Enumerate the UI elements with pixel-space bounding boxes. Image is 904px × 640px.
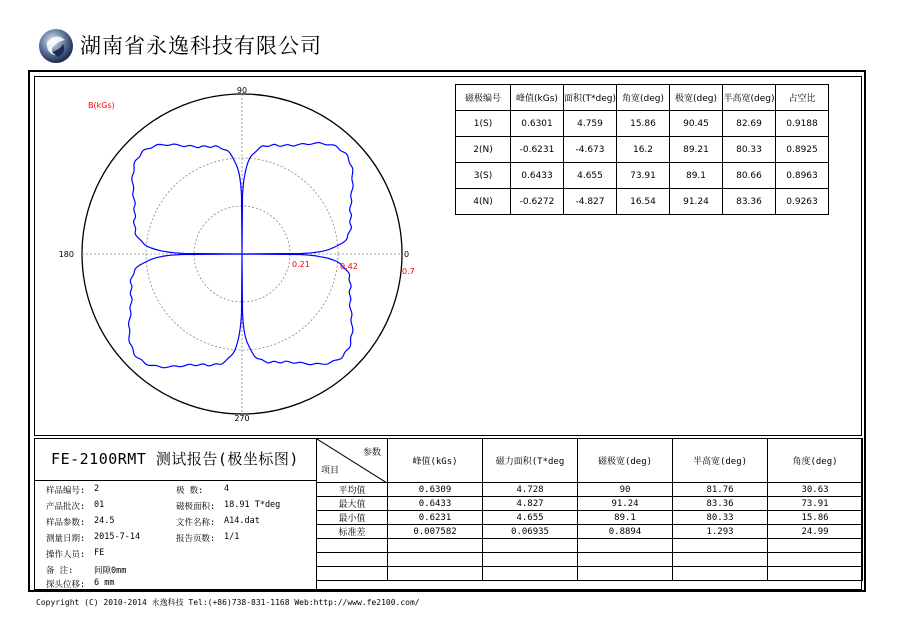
angle-label-180: 180 — [58, 250, 74, 259]
info-value: 4 — [224, 484, 230, 494]
info-value: 6 mm — [94, 578, 115, 588]
corner-bottom-label: 项目 — [321, 466, 340, 476]
header-cell: 角宽(deg) — [617, 85, 670, 111]
angle-label-270: 270 — [234, 414, 250, 423]
info-label: 测量日期: — [46, 534, 86, 544]
table-row — [317, 567, 863, 581]
stats-header-row — [317, 439, 863, 483]
divider — [34, 480, 317, 481]
header-cell: 磁极宽(deg) — [578, 439, 673, 483]
cell: 3(S) — [456, 163, 511, 189]
cell: 91.24 — [670, 189, 723, 215]
info-value: 18.91 T*deg — [224, 500, 281, 510]
table-row — [317, 511, 863, 525]
table-row — [317, 539, 863, 553]
table-row — [456, 163, 829, 189]
cell: 15.86 — [768, 511, 863, 525]
table-row — [317, 483, 863, 497]
info-label: 文件名称: — [176, 518, 216, 528]
cell: 2(N) — [456, 137, 511, 163]
company-name: 湖南省永逸科技有限公司 — [80, 34, 322, 58]
radial-label-2: 0.42 — [340, 262, 358, 271]
cell: 80.33 — [673, 511, 768, 525]
info-label: 备 注: — [46, 566, 74, 576]
cell: 0.6433 — [511, 163, 564, 189]
cell: 0.6231 — [388, 511, 483, 525]
table-row — [456, 189, 829, 215]
cell: 81.76 — [673, 483, 768, 497]
corner-top-label: 参数 — [362, 448, 381, 458]
cell: 16.2 — [617, 137, 670, 163]
cell: 82.69 — [723, 111, 776, 137]
header-cell: 峰值(kGs) — [388, 439, 483, 483]
cell: 4.655 — [564, 163, 617, 189]
unit-label: B(kGs) — [88, 101, 115, 110]
cell: 0.9263 — [776, 189, 829, 215]
cell: 1.293 — [673, 525, 768, 539]
cell: 4.728 — [483, 483, 578, 497]
cell: 0.007582 — [388, 525, 483, 539]
info-value: 01 — [94, 500, 105, 510]
info-label: 样品参数: — [46, 518, 86, 528]
cell: 83.36 — [673, 497, 768, 511]
cell: 4.827 — [483, 497, 578, 511]
cell: 标准差 — [317, 525, 388, 539]
copyright-text: Copyright (C) 2010-2014 永逸科技 Tel:(+86)738-831-1168 Web:http://www.fe2100.com/ — [36, 598, 420, 607]
info-label: 操作人员: — [46, 550, 86, 560]
cell: 0.6433 — [388, 497, 483, 511]
info-value: 24.5 — [94, 516, 115, 526]
cell: 91.24 — [578, 497, 673, 511]
radial-label-1: 0.21 — [292, 260, 310, 269]
table-row — [456, 137, 829, 163]
cell: 73.91 — [768, 497, 863, 511]
cell: 0.9188 — [776, 111, 829, 137]
header-cell: 半高宽(deg) — [673, 439, 768, 483]
info-label: 探头位移: — [46, 580, 86, 590]
header-cell: 面积(T*deg) — [564, 85, 617, 111]
cell: 0.6301 — [511, 111, 564, 137]
header-cell: 磁极编号 — [456, 85, 511, 111]
info-label: 报告页数: — [176, 534, 216, 544]
info-label: 产品批次: — [46, 502, 86, 512]
cell: 89.21 — [670, 137, 723, 163]
cell: -0.6231 — [511, 137, 564, 163]
table-row — [317, 553, 863, 567]
cell: 0.8894 — [578, 525, 673, 539]
info-label: 磁极面积: — [176, 502, 216, 512]
header-cell: 磁力面积(T*deg — [483, 439, 578, 483]
cell: 80.66 — [723, 163, 776, 189]
cell: 4(N) — [456, 189, 511, 215]
pole-table — [455, 84, 829, 215]
header-cell: 占空比 — [776, 85, 829, 111]
info-value: 2015-7-14 — [94, 532, 141, 542]
info-value: FE — [94, 548, 105, 558]
corner-cell — [317, 439, 388, 483]
cell: 0.06935 — [483, 525, 578, 539]
field-curve — [129, 143, 354, 368]
info-value: 2 — [94, 484, 100, 494]
cell: 15.86 — [617, 111, 670, 137]
cell: 0.6309 — [388, 483, 483, 497]
cell: 90.45 — [670, 111, 723, 137]
table-row — [317, 525, 863, 539]
report-title: FE-2100RMT 测试报告(极坐标图) — [51, 450, 299, 468]
cell: 16.54 — [617, 189, 670, 215]
company-logo-icon — [38, 28, 74, 64]
cell: 73.91 — [617, 163, 670, 189]
cell: 83.36 — [723, 189, 776, 215]
cell: 0.8963 — [776, 163, 829, 189]
cell: 平均值 — [317, 483, 388, 497]
cell: 4.759 — [564, 111, 617, 137]
cell: -4.673 — [564, 137, 617, 163]
cell: -0.6272 — [511, 189, 564, 215]
cell: 最小值 — [317, 511, 388, 525]
radial-label-3: 0.7 — [402, 267, 415, 276]
cell: 90 — [578, 483, 673, 497]
cell: 0.8925 — [776, 137, 829, 163]
header-cell: 峰值(kGs) — [511, 85, 564, 111]
info-value: A14.dat — [224, 516, 260, 526]
cell: 30.63 — [768, 483, 863, 497]
header-cell: 角度(deg) — [768, 439, 863, 483]
info-value: 1/1 — [224, 532, 240, 542]
angle-label-0: 0 — [404, 250, 410, 259]
cell: 1(S) — [456, 111, 511, 137]
cell: 24.99 — [768, 525, 863, 539]
table-row — [456, 111, 829, 137]
statistics-table — [316, 438, 863, 581]
angle-label-90: 90 — [236, 86, 248, 95]
table-row — [317, 497, 863, 511]
header-cell: 半高宽(deg) — [723, 85, 776, 111]
cell: 最大值 — [317, 497, 388, 511]
info-label: 样品编号: — [46, 486, 86, 496]
cell: 4.655 — [483, 511, 578, 525]
cell: 80.33 — [723, 137, 776, 163]
info-label: 极 数: — [176, 486, 204, 496]
header-cell: 极宽(deg) — [670, 85, 723, 111]
cell: -4.827 — [564, 189, 617, 215]
polar-chart — [34, 76, 454, 436]
pole-table-header — [456, 85, 829, 111]
cell: 89.1 — [578, 511, 673, 525]
cell: 89.1 — [670, 163, 723, 189]
info-value: 间隙0mm — [94, 566, 127, 576]
